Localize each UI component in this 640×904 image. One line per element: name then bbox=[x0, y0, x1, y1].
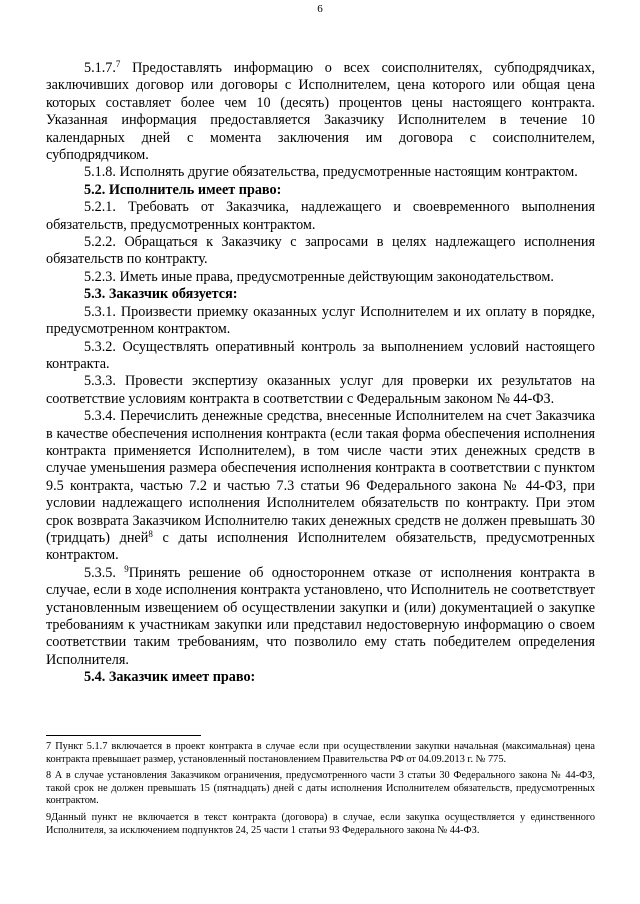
clause-number: 5.3.1. bbox=[84, 303, 116, 320]
footnote-ref-9[interactable]: 9 bbox=[124, 563, 129, 574]
clause-text: Осуществлять оперативный контроль за выполнением условий настоящего контракта. bbox=[46, 338, 595, 372]
clause-number: 5.3.5. bbox=[84, 564, 116, 581]
clause-number: 5.3.2. bbox=[84, 338, 116, 355]
clause-5-2-1 bbox=[46, 199, 595, 234]
clause-text: Обращаться к Заказчику с запросами в целях надлежащего исполнения обязательств по контракту. bbox=[46, 234, 596, 268]
clause-text: Предоставлять информацию о всех соисполнителях, субподрядчиках, заключивших договор или договоры с Исполнителем, цена которого или общая цена которых составляет более чем 10 (десять) процентов цены настоящего контракта. Указанная информация предоставляется Заказчику Исполнителем в течение 10 календарных дней с момента заключения им договора с соисполнителем, субподрядчиком. bbox=[46, 60, 595, 164]
contract-body bbox=[46, 60, 595, 687]
clause-number: 5.2.2. bbox=[84, 234, 116, 251]
clause-5-3-3 bbox=[46, 373, 595, 408]
clause-number: 5.1.8. bbox=[84, 164, 116, 181]
clause-text: Произвести приемку оказанных услуг Исполнителем и их оплату в порядке, предусмотренном контрактом. bbox=[46, 303, 596, 338]
clause-5-3-2 bbox=[46, 339, 595, 374]
clause-5-3-4 bbox=[46, 408, 595, 565]
footnote-7: 7 Пункт 5.1.7 включается в проект контракта в случае если при осуществлении закупки начальная (максимальная) цена контракта превышает размер, установленный постановлением Правительства РФ от 04.09.2013 г. № 775. bbox=[46, 741, 595, 765]
clause-5-3-1 bbox=[46, 304, 595, 339]
footnote-separator bbox=[46, 735, 201, 736]
clause-number: 5.3.3. bbox=[84, 373, 116, 390]
clause-5-3-5 bbox=[46, 565, 595, 669]
clause-number: 5.3.4. bbox=[84, 408, 116, 425]
clause-text-continued: с даты исполнения Исполнителем обязательств, предусмотренных контрактом. bbox=[46, 529, 595, 564]
clause-text: Требовать от Заказчика, надлежащего и своевременного выполнения обязательств, предусмотренных контрактом. bbox=[46, 199, 596, 233]
clause-number: 5.2.1. bbox=[84, 199, 116, 216]
footnote-ref-8[interactable]: 8 bbox=[148, 528, 153, 539]
section-heading-5-4: 5.4. Заказчик имеет право: bbox=[84, 669, 256, 686]
footnote-9: 9Данный пункт не включается в текст контракта (договора) в случае, если закупка осуществляется у единственного Исполнителя, за исключением подпунктов 24, 25 части 1 статьи 93 Федерального закона № 44-ФЗ. bbox=[46, 811, 595, 836]
section-heading-5-3: 5.3. Заказчик обязуется: bbox=[84, 286, 238, 303]
clause-text: Исполнять другие обязательства, предусмотренные настоящим контрактом. bbox=[119, 164, 578, 181]
section-heading-5-2: 5.2. Исполнитель имеет право: bbox=[84, 181, 282, 198]
clause-number: 5.2.3. bbox=[84, 268, 116, 285]
clause-text: Принять решение об одностороннем отказе от исполнения контракта в случае, если в ходе исполнения контракта установлено, что Исполнитель не соответствует установленным извещением об осуществлении закупки и (или) документацией о закупке требованиям к участникам закупки или представил недостоверную информацию о своем соответствии таким требованиям, что позволило ему стать победителем определения Исполнителя. bbox=[46, 564, 596, 668]
footnotes bbox=[46, 741, 595, 841]
clause-text: Иметь иные права, предусмотренные действующим законодательством. bbox=[119, 268, 554, 285]
footnote-8: 8 А в случае установления Заказчиком ограничения, предусмотренного части 3 статьи 30 Федерального закона № 44-ФЗ, такой срок не должен превышать 15 (пятнадцать) дней с даты исполнения Исполнителем обязательств, предусмотренных контрактом. bbox=[46, 770, 595, 807]
clause-5-2-2 bbox=[46, 234, 595, 269]
clause-text: Перечислить денежные средства, внесенные Исполнителем на счет Заказчика в качестве обеспечения исполнения контракта (если такая форма обеспечения исполнения контракта применяется Исполнителем), в том числе части этих денежных средств в случае уменьшения размера обеспечения исполнения контракта в соответствии с пунктом 9.5 контракта, частью 7.2 и частью 7.3 статьи 96 Федерального закона № 44-ФЗ, при условии надлежащего исполнения Исполнителем обязательств по контракту. При этом срок возврата Заказчиком Исполнителю таких денежных средств не должен превышать 30 (тридцать) дней bbox=[46, 408, 595, 546]
footnote-ref-7[interactable]: 7 bbox=[115, 59, 121, 69]
clause-text: Провести экспертизу оказанных услуг для проверки их результатов на соответствие условиям контракта в соответствии с Федеральным законом № 44-ФЗ. bbox=[46, 373, 596, 407]
page-number: 6 bbox=[317, 3, 323, 15]
clause-5-1-8 bbox=[46, 164, 595, 181]
clause-5-2-3 bbox=[46, 269, 595, 286]
clause-number: 5.1.7. bbox=[84, 60, 116, 76]
clause-5-1-7 bbox=[46, 60, 595, 164]
